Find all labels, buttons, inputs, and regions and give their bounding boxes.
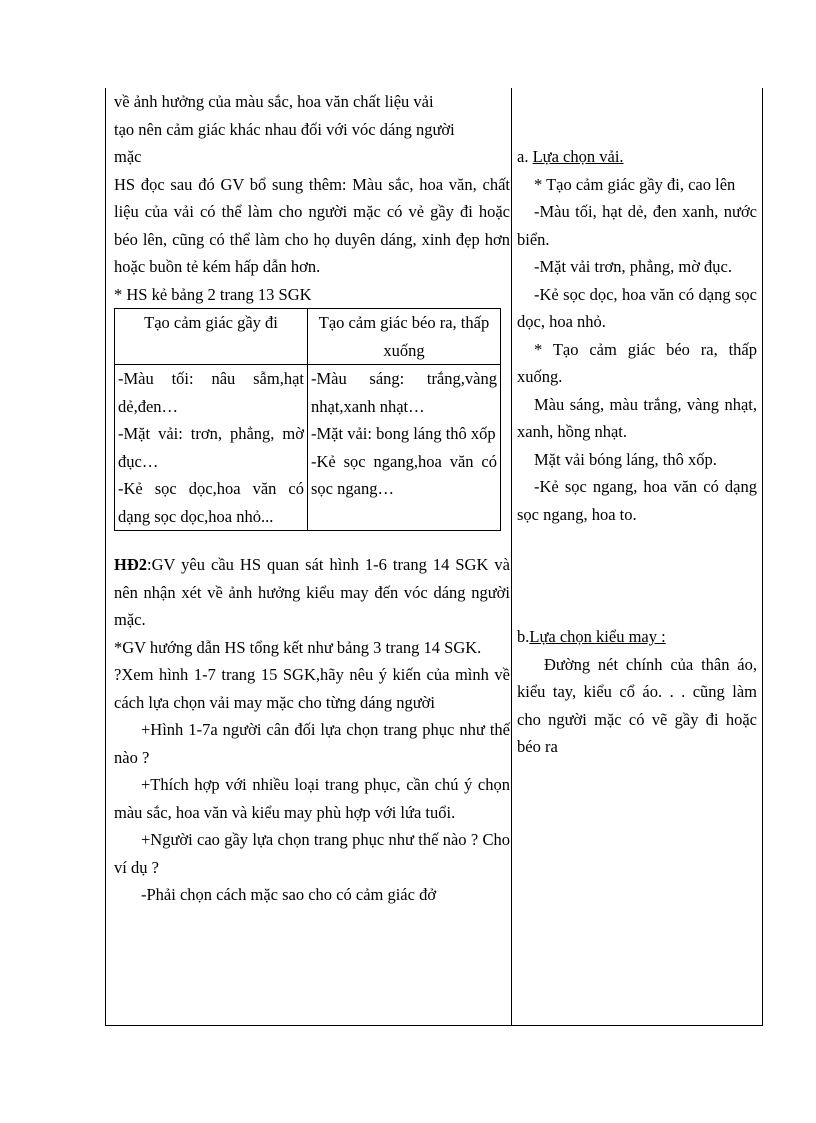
left-column xyxy=(114,88,510,909)
thin-item: -Màu tối: nâu sẫm,hạt dẻ,đen… xyxy=(118,369,304,416)
thin-item-2: -Mặt vải trơn, phẳng, mờ đục. xyxy=(534,257,732,276)
left-border xyxy=(105,88,106,1026)
fat-item: -Màu sáng: trắng,vàng nhạt,xanh nhạt… xyxy=(311,369,497,416)
activity-2-label: HĐ2 xyxy=(114,555,147,574)
fat-item: -Mặt vải: bong láng thô xốp xyxy=(311,424,496,443)
right-column xyxy=(517,88,757,761)
intro-line-2: tạo nên cảm giác khác nhau đối với vóc dáng người xyxy=(114,119,455,139)
intro-line-1: về ảnh hưởng của màu sắc, hoa văn chất liệu vải xyxy=(114,92,434,111)
thin-item-1: -Màu tối, hạt dẻ, đen xanh, nước biển. xyxy=(517,202,757,249)
thin-item-3: -Kẻ sọc dọc, hoa văn có dạng sọc dọc, hoa nhỏ. xyxy=(517,284,757,331)
fat-item-3: -Kẻ sọc ngang, hoa văn có dạng sọc ngang, hoa to. xyxy=(517,477,757,524)
right-border xyxy=(762,88,763,1026)
table-cell-fat xyxy=(308,365,501,531)
section-b-heading xyxy=(517,623,757,651)
column-divider xyxy=(511,88,512,1026)
fat-item: -Kẻ sọc ngang,hoa văn có sọc ngang… xyxy=(311,451,497,498)
thin-item: -Mặt vải: trơn, phẳng, mờ đục… xyxy=(118,424,304,471)
teacher-guide: *GV hướng dẫn HS tổng kết như bảng 3 trang 14 SGK. xyxy=(114,637,482,657)
question-1: ?Xem hình 1-7 trang 15 SGK,hãy nêu ý kiến của mình về cách lựa chọn vải may mặc cho từng dáng người xyxy=(114,665,510,712)
intro-line-3: mặc xyxy=(114,147,142,166)
teacher-supplement-paragraph: HS đọc sau đó GV bổ sung thêm: Màu sắc, hoa văn, chất liệu của vải có thể làm cho người mặc có vẻ gầy đi hoặc béo lên, cũng có thể làm cho họ duyên dáng, xinh đẹp hơn hoặc buồn tẻ kém hấp dẫn hơn. xyxy=(114,174,510,276)
table-intro: * HS kẻ bảng 2 trang 13 SGK xyxy=(114,284,312,304)
answer-fig-7a: +Thích hợp với nhiều loại trang phục, cần chú ý chọn màu sắc, hoa văn và kiểu may phù hợp với lứa tuổi. xyxy=(114,775,510,822)
comparison-table xyxy=(114,308,501,531)
bottom-border xyxy=(105,1025,763,1026)
answer-tall-thin: -Phải chọn cách mặc sao cho có cảm giác đở xyxy=(141,885,437,904)
thin-item: -Kẻ sọc dọc,hoa văn có dạng sọc dọc,hoa nhỏ... xyxy=(118,479,304,526)
activity-2-text: :GV yêu cầu HS quan sát hình 1-6 trang 14 SGK và nên nhận xét về ảnh hưởng kiểu may đến vóc dáng người mặc. xyxy=(114,555,510,629)
section-b-title: Lựa chọn kiểu may : xyxy=(529,627,666,646)
thin-heading: * Tạo cảm giác gầy đi, cao lên xyxy=(534,174,736,194)
table-header-fat: Tạo cảm giác béo ra, thấp xuống xyxy=(308,309,501,365)
section-b-text: Đường nét chính của thân áo, kiểu tay, kiểu cổ áo. . . cũng làm cho người mặc có vẽ gầy đi hoặc béo ra xyxy=(517,654,757,756)
section-b-prefix: b. xyxy=(517,627,530,646)
fat-item-2: Mặt vải bóng láng, thô xốp. xyxy=(534,449,717,469)
table-cell-thin xyxy=(115,365,308,531)
table-row xyxy=(115,365,501,531)
section-a-title: Lựa chọn vải. xyxy=(532,147,624,166)
section-a-prefix: a. xyxy=(517,147,533,166)
table-header-row xyxy=(115,309,501,365)
question-fig-7a: +Hình 1-7a người cân đối lựa chọn trang phục như thế nào ? xyxy=(114,720,510,767)
table-header-thin: Tạo cảm giác gầy đi xyxy=(115,309,308,365)
activity-2-paragraph xyxy=(114,551,510,634)
question-tall-thin: +Người cao gầy lựa chọn trang phục như thế nào ? Cho ví dụ ? xyxy=(114,830,510,877)
fat-item-1: Màu sáng, màu trắng, vàng nhạt, xanh, hồng nhạt. xyxy=(517,394,757,441)
section-a-heading xyxy=(517,143,757,171)
fat-heading: * Tạo cảm giác béo ra, thấp xuống. xyxy=(517,339,757,386)
document-page xyxy=(105,88,763,1026)
